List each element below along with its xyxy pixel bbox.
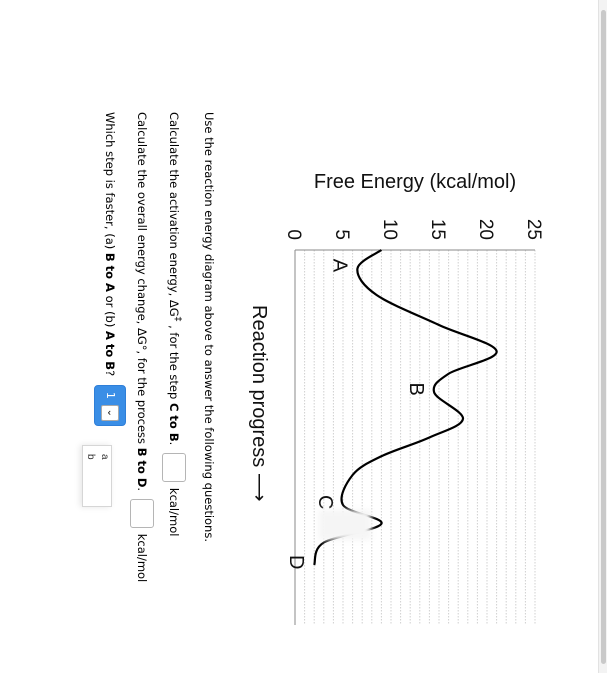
question-overall-energy: Calculate the overall energy change, ΔG°, for the process B to D. kcal/mol xyxy=(126,112,158,652)
point-label-a: A xyxy=(328,258,351,273)
y-tick-label: 20 xyxy=(475,218,496,240)
rotated-page-content xyxy=(80,100,580,660)
dropdown-shadow xyxy=(319,510,371,540)
y-tick-label: 0 xyxy=(283,229,304,240)
select-options-list xyxy=(82,445,112,507)
point-label-b: B xyxy=(405,382,428,396)
y-axis-label: Free Energy (kcal/mol) xyxy=(313,171,517,193)
energy-diagram-chart xyxy=(240,100,580,660)
questions-block xyxy=(94,112,225,652)
y-tick-label: 10 xyxy=(379,218,400,240)
x-axis-label: Reaction progress ⟶ xyxy=(248,305,270,502)
y-tick-label: 15 xyxy=(427,218,448,240)
instructions-text: Use the reaction energy diagram above to answer the following questions. xyxy=(202,112,216,542)
question-activation-energy: Calculate the activation energy, ΔG‡ , for the step C to B. kcal/mol xyxy=(158,112,193,652)
overall-energy-input[interactable] xyxy=(130,499,154,528)
option-a[interactable]: a xyxy=(99,454,110,460)
point-label-c: C xyxy=(314,495,336,510)
question-faster-step: Which step is faster, (a) B to A or (b) A to B? 1 ⌄ xyxy=(94,112,127,652)
y-tick-label: 5 xyxy=(331,229,352,240)
y-tick-label: 25 xyxy=(523,218,544,240)
activation-energy-input[interactable] xyxy=(162,453,186,482)
point-label-d: D xyxy=(285,555,308,570)
faster-step-select[interactable]: 1 ⌄ xyxy=(94,385,126,426)
option-b[interactable]: b xyxy=(85,454,96,460)
scrollbar-thumb[interactable] xyxy=(601,10,606,664)
chevron-down-icon[interactable]: ⌄ xyxy=(101,405,119,421)
